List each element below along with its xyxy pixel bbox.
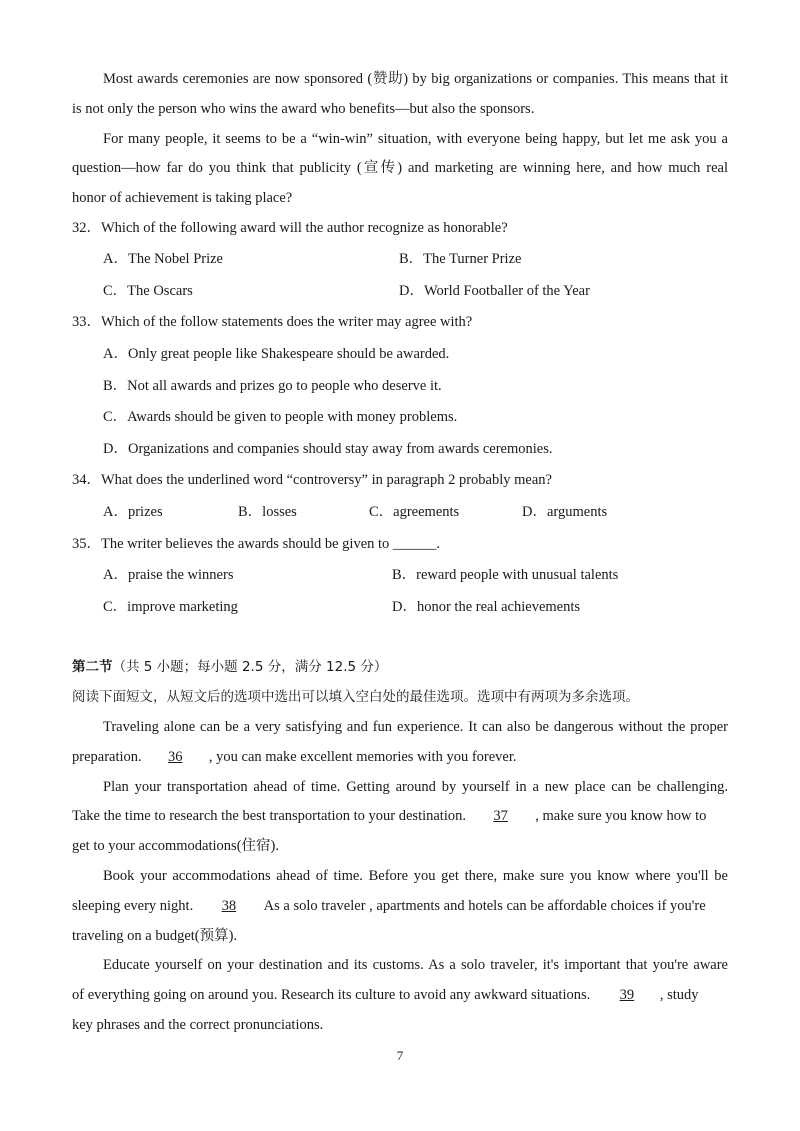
page-number: 7	[396, 1048, 404, 1063]
option-34-a: A．prizes	[103, 504, 163, 520]
passage-line: For many people, it seems to be a “win-win” situation, with everyone being happy, but let me ask you a	[103, 131, 728, 147]
option-32-d: D．World Footballer of the Year	[399, 283, 590, 299]
option-34-d: D．arguments	[522, 504, 608, 520]
passage-line	[72, 806, 706, 826]
question-stem-33: 33．Which of the follow statements does the writer may agree with?	[72, 314, 473, 330]
option-35-d: D．honor the real achievements	[392, 599, 581, 615]
text-segment: , make sure you know how to	[535, 808, 707, 824]
question-stem-32: 32．Which of the following award will the author recognize as honorable?	[72, 220, 508, 236]
passage-line: key phrases and the correct pronunciations.	[72, 1017, 324, 1033]
option-34-b: B．losses	[238, 504, 297, 520]
blank-36: 36	[168, 749, 183, 765]
passage-line: get to your accommodations(住宿).	[72, 838, 279, 854]
option-32-a: A．The Nobel Prize	[103, 251, 223, 267]
blank-39: 39	[619, 987, 635, 1003]
blank-38: 38	[221, 898, 237, 914]
section-subtitle: （共 5 小题；每小题 2.5 分，满分 12.5 分）	[112, 659, 388, 675]
option-35-a: A．praise the winners	[103, 567, 234, 583]
text-segment: sleeping every night.	[72, 898, 194, 914]
option-34-c: C．agreements	[369, 504, 460, 520]
option-32-c: C．The Oscars	[103, 283, 193, 299]
passage-line: is not only the person who wins the award who benefits—but also the sponsors.	[72, 101, 535, 117]
option-33-b: B．Not all awards and prizes go to people who deserve it.	[103, 378, 442, 394]
passage-line: Educate yourself on your destination and its customs. As a solo traveler, it's important that you're aware	[103, 957, 728, 973]
option-33-d: D．Organizations and companies should stay away from awards ceremonies.	[103, 441, 553, 457]
passage-line	[72, 896, 706, 916]
question-stem-34: 34．What does the underlined word “controversy” in paragraph 2 probably mean?	[72, 472, 552, 488]
text-segment: Take the time to research the best transportation to your destination.	[72, 808, 466, 824]
option-33-c: C．Awards should be given to people with money problems.	[103, 409, 458, 425]
passage-line: traveling on a budget(预算).	[72, 928, 238, 944]
option-33-a: A．Only great people like Shakespeare should be awarded.	[103, 346, 450, 362]
option-32-b: B．The Turner Prize	[399, 251, 522, 267]
option-35-b: B．reward people with unusual talents	[392, 567, 619, 583]
passage-line: Book your accommodations ahead of time. Before you get there, make sure you know where you'll be	[103, 868, 728, 884]
passage-line: Most awards ceremonies are now sponsored (赞助) by big organizations or companies. This means that it	[103, 71, 728, 87]
text-segment: , study	[659, 987, 699, 1003]
text-segment: preparation.	[72, 749, 142, 765]
text-segment: of everything going on around you. Research its culture to avoid any awkward situations.	[72, 987, 591, 1003]
section-heading	[72, 657, 387, 677]
passage-line	[72, 985, 699, 1005]
passage-line	[72, 747, 517, 767]
option-35-c: C．improve marketing	[103, 599, 238, 615]
question-stem-35: 35．The writer believes the awards should be given to ______.	[72, 536, 441, 552]
passage-line: Plan your transportation ahead of time. Getting around by yourself in a new place can be challenging.	[103, 779, 728, 795]
blank-37: 37	[493, 808, 508, 824]
passage-line: honor of achievement is taking place?	[72, 190, 293, 206]
passage-line: Traveling alone can be a very satisfying and fun experience. It can also be dangerous without the proper	[103, 719, 728, 735]
section-instruction: 阅读下面短文，从短文后的选项中选出可以填入空白处的最佳选项。选项中有两项为多余选项。	[72, 689, 639, 705]
passage-line: question—how far do you think that publicity (宣传) and marketing are winning here, and how much real	[72, 160, 728, 176]
text-segment: As a solo traveler , apartments and hotels can be affordable choices if you're	[263, 898, 706, 914]
text-segment: , you can make excellent memories with you forever.	[208, 749, 517, 765]
section-title: 第二节	[72, 659, 113, 675]
